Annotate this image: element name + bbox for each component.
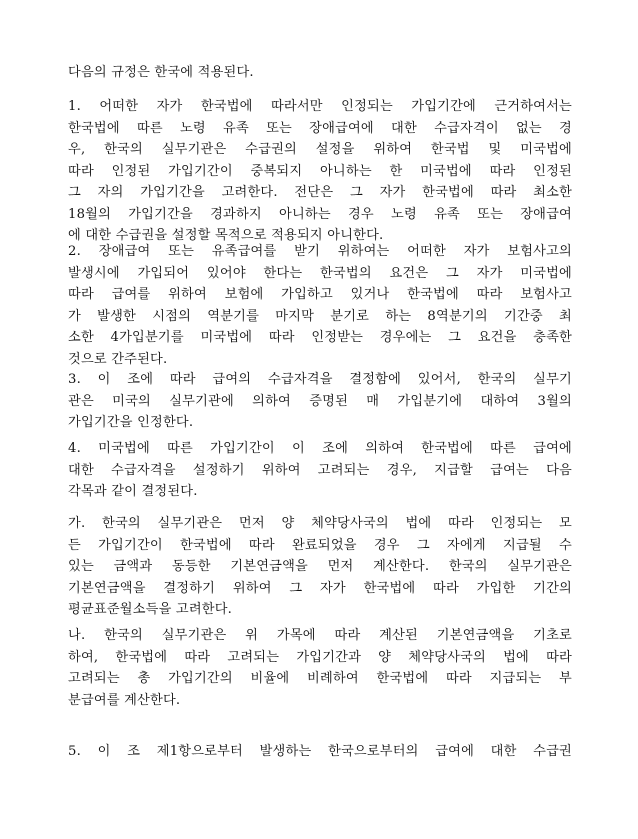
text-line: 각목과 같이 결정된다. (68, 484, 198, 499)
text-line: 따라 인정된 가입기간이 중복되지 아니하는 한 미국법에 따라 인정된 (68, 163, 572, 179)
text-line: 18월의 가입기간을 경과하지 아니하는 경우 노령 유족 또는 장애급여 (68, 206, 572, 222)
text-line: 다음의 규정은 한국에 적용된다. (68, 65, 254, 80)
text-line: 것으로 간주된다. (68, 351, 168, 367)
text-line: 분급여를 계산한다. (68, 692, 181, 708)
text-line: 2. 장애급여 또는 유족급여를 받기 위하여는 어떠한 자가 보험사고의 (68, 244, 572, 259)
text-line: 5. 이 조 제1항으로부터 발생하는 한국으로부터의 급여에 대한 수급권 (68, 744, 572, 759)
paragraph-5 (68, 741, 572, 763)
text-line: 소한 4가입분기를 미국법에 따라 인정받는 경우에는 그 요건을 충족한 (68, 330, 572, 345)
text-line: 우, 한국의 실무기관은 수급권의 설정을 위하여 한국법 및 미국법에 (68, 142, 572, 157)
text-line: 가입기간을 인정한다. (68, 415, 194, 430)
text-line: 든 가입기간이 한국법에 따라 완료되었을 경우 그 자에게 지급될 수 (68, 537, 572, 553)
text-line: 발생시에 가입되어 있어야 한다는 한국법의 요건은 그 자가 미국법에 (68, 265, 572, 281)
text-line: 3. 이 조에 따라 급여의 수급자격을 결정함에 있어서, 한국의 실무기 (68, 372, 572, 387)
text-line: 평균표준월소득을 고려한다. (68, 602, 233, 617)
text-line: 기본연금액을 결정하기 위하여 그 자가 한국법에 따라 가입한 기간의 (68, 580, 572, 596)
text-line: 그 자의 가입기간을 고려한다. 전단은 그 자가 한국법에 따라 최소한 (68, 185, 572, 200)
text-line: 한국법에 따른 노령 유족 또는 장애급여에 대한 수급자격이 없는 경 (68, 120, 572, 136)
paragraph-3 (68, 369, 572, 434)
text-line: 가. 한국의 실무기관은 먼저 양 체약당사국의 법에 따라 인정되는 모 (68, 516, 572, 531)
text-line: 에 대한 수급권을 설정할 목적으로 적용되지 아니한다. (68, 228, 384, 243)
text-line: 나. 한국의 실무기관은 위 가목에 따라 계산된 기본연금액을 기초로 (68, 628, 572, 643)
intro-paragraph (68, 62, 572, 84)
text-line: 1. 어떠한 자가 한국법에 따라서만 인정되는 가입기간에 근거하여서는 (68, 99, 572, 114)
text-line: 있는 금액과 동등한 기본연금액을 먼저 계산한다. 한국의 실무기관은 (68, 559, 572, 574)
paragraph-4 (68, 438, 572, 503)
paragraph-4-na (68, 625, 572, 711)
text-line: 대한 수급자격을 설정하기 위하여 고려되는 경우, 지급할 급여는 다음 (68, 462, 572, 478)
paragraph-1 (68, 96, 572, 247)
text-line: 따라 급여를 위하여 보험에 가입하고 있거나 한국법에 따라 보험사고 (68, 287, 572, 302)
text-line: 관은 미국의 실무기관에 의하여 증명된 매 가입분기에 대하여 3월의 (68, 393, 572, 409)
paragraph-2 (68, 241, 572, 370)
text-line: 가 발생한 시점의 역분기를 마지막 분기로 하는 8역분기의 기간중 최 (68, 308, 572, 324)
text-line: 하여, 한국법에 따라 고려되는 가입기간과 양 체약당사국의 법에 따라 (68, 649, 572, 665)
text-line: 고려되는 총 가입기간의 비율에 비례하여 한국법에 따라 지급되는 부 (68, 671, 572, 686)
paragraph-4-ga (68, 513, 572, 621)
text-line: 4. 미국법에 따른 가입기간이 이 조에 의하여 한국법에 따른 급여에 (68, 441, 572, 456)
